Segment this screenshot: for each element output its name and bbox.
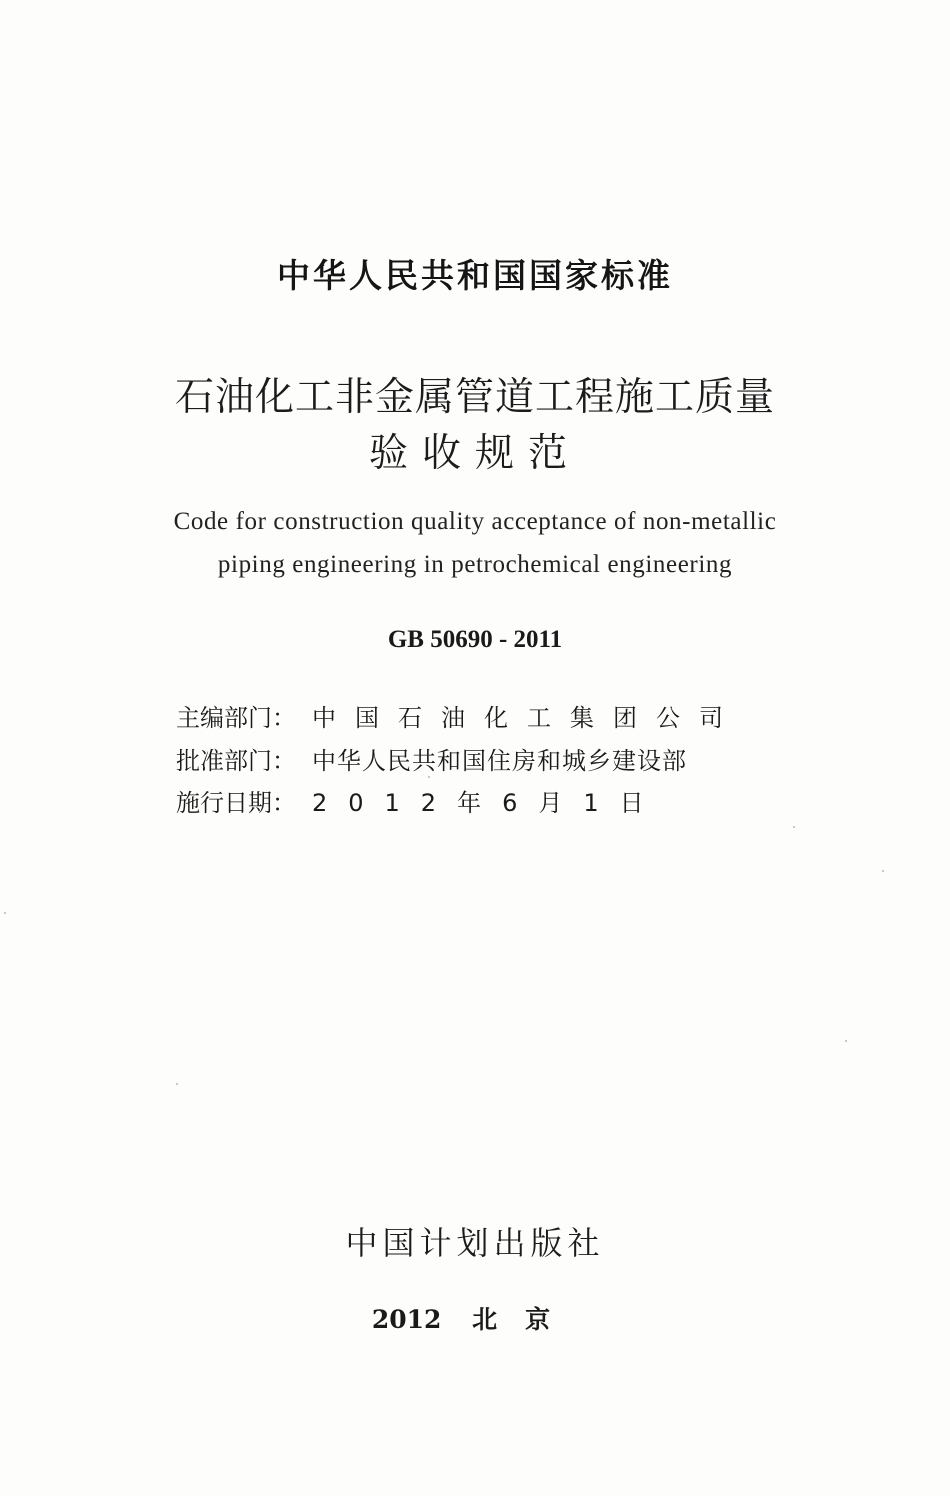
approver-label: 批准部门： <box>176 746 296 775</box>
paper-speck <box>882 870 884 872</box>
paper-speck <box>4 912 6 914</box>
editor-row <box>176 698 742 732</box>
english-title-line-1: Code for construction quality acceptance of non-metallic <box>173 508 777 535</box>
paper-speck <box>176 1083 178 1085</box>
paper-speck <box>845 1040 847 1042</box>
imprint-city: 北京 <box>472 1305 579 1334</box>
national-standard-heading: 中华人民共和国国家标准 <box>277 256 673 295</box>
imprint-year: 2012 <box>371 1305 442 1334</box>
approver-value: 中华人民共和国住房和城乡建设部 <box>312 746 687 775</box>
editor-label: 主编部门： <box>176 703 296 732</box>
chinese-title-line-1: 石油化工非金属管道工程施工质量 <box>174 375 775 420</box>
publisher-name: 中国计划出版社 <box>345 1224 605 1262</box>
effective-date-value: 2012年6月1日 <box>312 788 665 817</box>
paper-speck <box>793 826 795 828</box>
approver-row <box>176 741 736 775</box>
effective-date-label: 施行日期： <box>176 788 296 817</box>
standard-number: GB 50690 - 2011 <box>387 626 563 653</box>
imprint <box>0 1300 950 1336</box>
editor-value: 中国石油化工集团公司 <box>312 703 742 732</box>
chinese-title-line-2: 验收规范 <box>368 431 581 476</box>
paper-speck <box>428 776 430 778</box>
effective-date-row <box>176 783 736 817</box>
english-title-line-2: piping engineering in petrochemical engineering <box>217 551 733 578</box>
